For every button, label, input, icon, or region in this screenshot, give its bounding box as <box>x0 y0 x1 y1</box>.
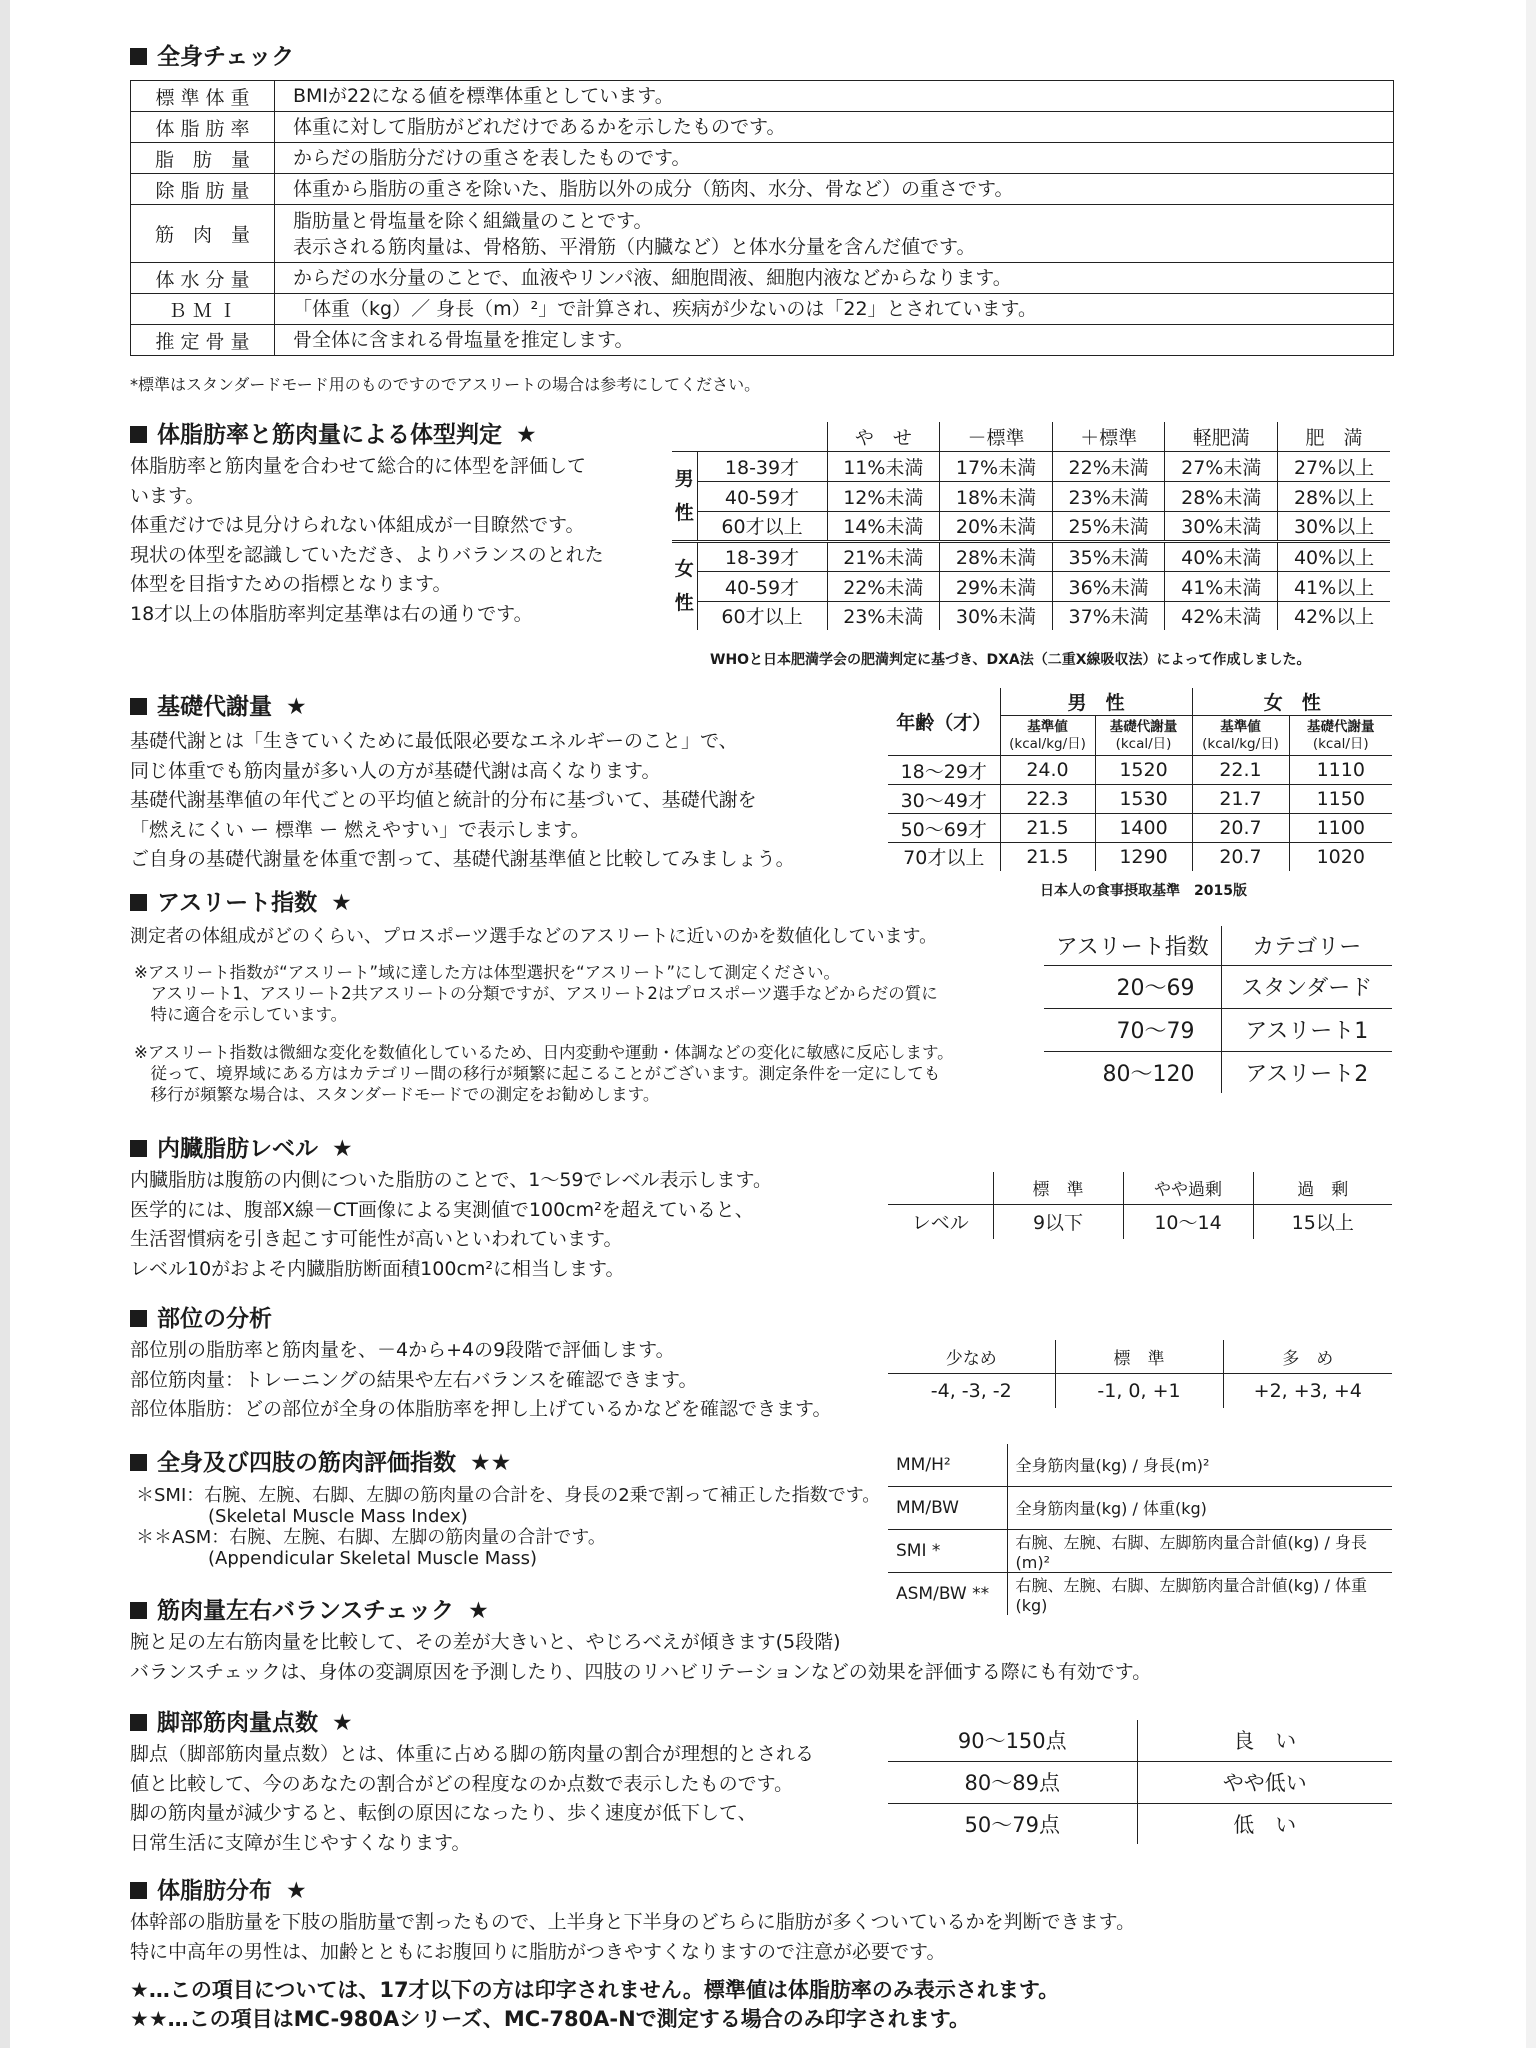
index-formula: 右腕、左腕、右脚、左脚筋肉量合計値(kg) / 身長(m)² <box>1007 1529 1393 1572</box>
gender-cell <box>671 541 697 631</box>
description-cell <box>275 112 1394 143</box>
leg-score-row <box>887 1719 1393 1761</box>
body-type-description <box>130 452 604 629</box>
criteria-value: 42%未満 <box>1165 601 1278 631</box>
whole-body-row <box>131 174 1394 205</box>
whole-body-row <box>131 325 1394 356</box>
bmr-value: 20.7 <box>1192 814 1289 843</box>
athlete-description: 測定者の体組成がどのくらい、プロスポーツ選手などのアスリートに近いのかを数値化しています。 <box>130 926 938 947</box>
criteria-value: 28%以上 <box>1278 481 1391 511</box>
description-cell <box>275 174 1394 205</box>
index-formula: 全身筋肉量(kg) / 身長(m)² <box>1007 1443 1393 1486</box>
criteria-value: 20%未満 <box>940 511 1053 541</box>
visceral-line: レベル10がおよそ内臓脂肪断面積100cm²に相当します。 <box>130 1257 625 1280</box>
index-key: SMI * <box>887 1529 1007 1572</box>
term-cell: 筋 肉 量 <box>131 205 275 263</box>
athlete-row <box>1043 1008 1393 1051</box>
visceral-header-row <box>887 1171 1393 1204</box>
document-page <box>10 0 1526 2048</box>
athlete-note-1 <box>134 962 938 1025</box>
bmr-value: 22.3 <box>1000 785 1095 814</box>
muscle-index-row <box>887 1443 1393 1486</box>
athlete-category: スタンダード <box>1221 965 1393 1008</box>
bmr-description <box>130 727 795 875</box>
footnote-single-star: ★…この項目については、17才以下の方は印字されません。標準値は体脂肪率のみ表示されます。 <box>130 1978 1060 2002</box>
subheader-unit: (kcal/kg/日) <box>1009 735 1086 752</box>
visceral-line: 医学的には、腹部X線－CT画像による実測値で100cm²を超えていると、 <box>130 1198 754 1221</box>
whole-body-row <box>131 81 1394 112</box>
index-formula: 右腕、左腕、右脚、左脚筋肉量合計値(kg) / 体重(kg) <box>1007 1572 1393 1616</box>
bmr-value: 1530 <box>1095 785 1192 814</box>
segment-scale-table <box>886 1338 1394 1410</box>
athlete-note-line: 特に適合を示しています。 <box>134 1005 348 1024</box>
segment-column-header: 少なめ <box>887 1339 1055 1373</box>
criteria-value: 30%未満 <box>940 601 1053 631</box>
leg-score-eval: 低 い <box>1137 1803 1393 1845</box>
segment-column-header: 多 め <box>1223 1339 1393 1373</box>
bmr-header-row <box>887 687 1393 716</box>
muscle-index-note-line: ＊＊ASM：右腕、左腕、右脚、左脚の筋肉量の合計です。 <box>136 1527 606 1548</box>
gender-cell <box>671 451 697 541</box>
visceral-value: 15以上 <box>1253 1204 1393 1240</box>
segment-line: 部位体脂肪：どの部位が全身の体脂肪率を押し上げているかなどを確認できます。 <box>130 1398 832 1420</box>
athlete-range: 20～69 <box>1043 965 1221 1008</box>
leg-score-range: 90～150点 <box>887 1719 1137 1761</box>
body-type-line: 体脂肪率と筋肉量を合わせて総合的に体型を評価して <box>130 455 587 477</box>
description-cell <box>275 325 1394 356</box>
bmr-value: 21.5 <box>1000 814 1095 843</box>
athlete-column-header: アスリート指数 <box>1043 925 1221 965</box>
gender-char: 女 <box>674 558 694 581</box>
bmr-line: 同じ体重でも筋肉量が多い人の方が基礎代謝は高くなります。 <box>130 759 661 782</box>
bmr-value: 24.0 <box>1000 756 1095 785</box>
visceral-level-table <box>886 1170 1394 1241</box>
category-header: や せ <box>827 421 940 451</box>
visceral-column-header: やや過剰 <box>1123 1171 1253 1204</box>
term-cell: 推 定 骨 量 <box>131 325 275 356</box>
index-formula: 全身筋肉量(kg) / 体重(kg) <box>1007 1486 1393 1529</box>
leg-score-line: 日常生活に支障が生じやすくなります。 <box>130 1831 471 1854</box>
male-header: 男 性 <box>1000 687 1192 716</box>
athlete-note-line: ※アスリート指数は微細な変化を数値化しているため、日内変動や運動・体調などの変化に敏感に反応します。 <box>134 1043 954 1062</box>
description-cell <box>275 263 1394 294</box>
age-cell: 60才以上 <box>697 601 827 631</box>
section-heading-whole-body: 全身チェック <box>130 38 294 71</box>
page-edge <box>0 0 10 2048</box>
subheader-label: 基礎代謝量 <box>1307 718 1375 735</box>
term-cell: Ｂ Ｍ Ｉ <box>131 294 275 325</box>
body-type-line: 体型を目指すための指標となります。 <box>130 573 452 595</box>
bmr-value: 1520 <box>1095 756 1192 785</box>
age-cell: 50～69才 <box>887 814 1000 843</box>
body-type-line: 体重だけでは見分けられない体組成が一目瞭然です。 <box>130 514 585 536</box>
criteria-value: 17%未満 <box>940 451 1053 481</box>
corner-cell <box>671 421 827 451</box>
fat-distribution-description <box>130 1908 1135 1967</box>
age-cell: 30～49才 <box>887 785 1000 814</box>
segment-value: -4, -3, -2 <box>887 1373 1055 1409</box>
description-line: 骨全体に含まれる骨塩量を推定します。 <box>293 329 634 351</box>
age-header: 年齢（才） <box>887 687 1000 756</box>
bmr-value: 20.7 <box>1192 843 1289 872</box>
athlete-category: アスリート1 <box>1221 1008 1393 1051</box>
bmr-subheader <box>1192 716 1289 756</box>
athlete-row <box>1043 1051 1393 1094</box>
criteria-value: 41%以上 <box>1278 571 1391 601</box>
bmr-value: 21.7 <box>1192 785 1289 814</box>
muscle-index-note-line: ＊SMI：右腕、左腕、右脚、左脚の筋肉量の合計を、身長の2乗で割って補正した指数です。 <box>136 1485 881 1506</box>
blank-cell <box>887 1171 993 1204</box>
description-line: からだの脂肪分だけの重さを表したものです。 <box>293 147 691 169</box>
segment-value: -1, 0, +1 <box>1055 1373 1223 1409</box>
muscle-index-row <box>887 1572 1393 1616</box>
criteria-value: 12%未満 <box>827 481 940 511</box>
muscle-index-notes <box>136 1484 880 1568</box>
bmr-value: 22.1 <box>1192 756 1289 785</box>
leg-score-eval: やや低い <box>1137 1761 1393 1803</box>
gender-char: 性 <box>674 592 694 615</box>
criteria-value: 22%未満 <box>1052 451 1165 481</box>
muscle-index-table <box>886 1442 1394 1617</box>
body-fat-criteria-table <box>670 420 1392 632</box>
criteria-value: 40%未満 <box>1165 541 1278 571</box>
index-key: MM/H² <box>887 1443 1007 1486</box>
term-cell: 体 水 分 量 <box>131 263 275 294</box>
segment-value-row <box>887 1373 1393 1409</box>
criteria-value: 30%未満 <box>1165 511 1278 541</box>
bmr-subheader <box>1095 716 1192 756</box>
section-heading-athlete: アスリート指数 ★ <box>130 884 352 917</box>
balance-line: バランスチェックは、身体の変調原因を予測したり、四肢のリハビリテーションなどの効果を評価する際にも有効です。 <box>130 1660 1152 1683</box>
balance-line: 腕と足の左右筋肉量を比較して、その差が大きいと、やじろべえが傾きます(5段階) <box>130 1631 841 1653</box>
description-cell <box>275 81 1394 112</box>
leg-score-description <box>130 1740 814 1858</box>
description-line: からだの水分量のことで、血液やリンパ液、細胞間液、細胞内液などからなります。 <box>293 267 1012 289</box>
subheader-label: 基準値 <box>1027 718 1068 735</box>
criteria-row <box>671 511 1391 541</box>
visceral-value: 10～14 <box>1123 1204 1253 1240</box>
description-cell <box>275 143 1394 174</box>
description-line: 体重から脂肪の重さを除いた、脂肪以外の成分（筋肉、水分、骨など）の重さです。 <box>293 178 1014 200</box>
section-heading-fat-distribution: 体脂肪分布 ★ <box>130 1872 307 1905</box>
bmr-table <box>886 686 1394 873</box>
female-header: 女 性 <box>1192 687 1393 716</box>
criteria-value: 23%未満 <box>1052 481 1165 511</box>
body-type-line: います。 <box>130 484 205 507</box>
subheader-label: 基礎代謝量 <box>1109 718 1178 735</box>
criteria-value: 25%未満 <box>1052 511 1165 541</box>
subheader-unit: (kcal/日) <box>1115 735 1172 752</box>
criteria-value: 23%未満 <box>827 601 940 631</box>
criteria-value: 28%未満 <box>1165 481 1278 511</box>
bmr-value: 1150 <box>1289 785 1393 814</box>
visceral-row-label: レベル <box>887 1204 993 1240</box>
whole-body-row <box>131 263 1394 294</box>
criteria-value: 36%未満 <box>1052 571 1165 601</box>
fat-distribution-line: 特に中高年の男性は、加齢とともにお腹回りに脂肪がつきやすくなりますので注意が必要です。 <box>130 1940 946 1963</box>
fat-distribution-line: 体幹部の脂肪量を下肢の脂肪量で割ったもので、上半身と下半身のどちらに脂肪が多くついているかを判断できます。 <box>130 1911 1136 1933</box>
footnote-double-star: ★★…この項目はMC-980Aシリーズ、MC-780A-Nで測定する場合のみ印字されます。 <box>130 2007 971 2031</box>
criteria-value: 41%未満 <box>1165 571 1278 601</box>
athlete-range: 70～79 <box>1043 1008 1221 1051</box>
age-cell: 18～29才 <box>887 756 1000 785</box>
bmr-row <box>887 756 1393 785</box>
leg-score-line: 脚点（脚部筋肉量点数）とは、体重に占める脚の筋肉量の割合が理想的とされる <box>130 1743 815 1765</box>
athlete-note-2 <box>134 1042 954 1105</box>
muscle-index-row <box>887 1486 1393 1529</box>
criteria-value: 29%未満 <box>940 571 1053 601</box>
bmr-line: ご自身の基礎代謝量を体重で割って、基礎代謝基準値と比較してみましょう。 <box>130 848 795 870</box>
bmr-row <box>887 843 1393 872</box>
bmr-value: 1020 <box>1289 843 1393 872</box>
body-fat-table-source: WHOと日本肥満学会の肥満判定に基づき、DXA法（二重X線吸収法）によって作成しました。 <box>710 652 1311 668</box>
section-heading-segment: 部位の分析 <box>130 1300 272 1333</box>
criteria-value: 27%以上 <box>1278 451 1391 481</box>
leg-score-eval: 良 い <box>1137 1719 1393 1761</box>
subheader-unit: (kcal/kg/日) <box>1202 735 1279 752</box>
term-cell: 標 準 体 重 <box>131 81 275 112</box>
bmr-line: 「燃えにくい ー 標準 ー 燃えやすい」で表示します。 <box>130 818 590 841</box>
criteria-value: 21%未満 <box>827 541 940 571</box>
leg-score-line: 脚の筋肉量が減少すると、転倒の原因になったり、歩く速度が低下して、 <box>130 1802 757 1824</box>
whole-body-note: *標準はスタンダードモード用のものですのでアスリートの場合は参考にしてください。 <box>130 375 761 394</box>
whole-body-row <box>131 112 1394 143</box>
visceral-line: 生活習慣病を引き起こす可能性が高いといわれています。 <box>130 1228 623 1250</box>
athlete-note-line: 移行が頻繁な場合は、スタンダードモードでの測定をお勧めします。 <box>134 1085 660 1104</box>
criteria-value: 18%未満 <box>940 481 1053 511</box>
criteria-value: 28%未満 <box>940 541 1053 571</box>
balance-description <box>130 1628 1151 1687</box>
description-line: BMIが22になる値を標準体重としています。 <box>293 85 674 107</box>
segment-line: 部位筋肉量：トレーニングの結果や左右バランスを確認できます。 <box>130 1368 698 1391</box>
athlete-category: アスリート2 <box>1221 1051 1393 1094</box>
criteria-row <box>671 601 1391 631</box>
bmr-subheader <box>1000 716 1095 756</box>
athlete-note-line: ※アスリート指数が“アスリート”域に達した方は体型選択を“アスリート”にして測定ください。 <box>134 963 841 982</box>
criteria-value: 22%未満 <box>827 571 940 601</box>
visceral-value-row <box>887 1204 1393 1240</box>
criteria-value: 42%以上 <box>1278 601 1391 631</box>
athlete-note-line: アスリート1、アスリート2共アスリートの分類ですが、アスリート2はプロスポーツ選手などからだの質に <box>134 984 938 1003</box>
section-heading-balance: 筋肉量左右バランスチェック ★ <box>130 1592 489 1625</box>
bmr-value: 1290 <box>1095 843 1192 872</box>
section-heading-bmr: 基礎代謝量 ★ <box>130 688 307 721</box>
leg-score-table <box>886 1718 1394 1846</box>
bmr-value: 1400 <box>1095 814 1192 843</box>
subheader-label: 基準値 <box>1220 718 1261 735</box>
segment-value: +2, +3, +4 <box>1223 1373 1393 1409</box>
segment-column-header: 標 準 <box>1055 1339 1223 1373</box>
criteria-value: 35%未満 <box>1052 541 1165 571</box>
age-cell: 18-39才 <box>697 451 827 481</box>
criteria-row <box>671 481 1391 511</box>
description-cell <box>275 205 1394 263</box>
criteria-row <box>671 451 1391 481</box>
segment-description <box>130 1336 831 1425</box>
description-cell <box>275 294 1394 325</box>
category-header: －標準 <box>940 421 1053 451</box>
athlete-row <box>1043 965 1393 1008</box>
criteria-row <box>671 571 1391 601</box>
gender-char: 男 <box>674 467 694 490</box>
index-key: ASM/BW ** <box>887 1572 1007 1616</box>
leg-score-range: 50～79点 <box>887 1803 1137 1845</box>
category-header: 軽肥満 <box>1165 421 1278 451</box>
visceral-value: 9以下 <box>993 1204 1123 1240</box>
criteria-value: 14%未満 <box>827 511 940 541</box>
leg-score-row <box>887 1761 1393 1803</box>
bmr-value: 1100 <box>1289 814 1393 843</box>
section-heading-visceral: 内臓脂肪レベル ★ <box>130 1130 353 1163</box>
criteria-value: 27%未満 <box>1165 451 1278 481</box>
bmr-line: 基礎代謝基準値の年代ごとの平均値と統計的分布に基づいて、基礎代謝を <box>130 789 757 811</box>
whole-body-row <box>131 143 1394 174</box>
leg-score-row <box>887 1803 1393 1845</box>
muscle-index-note-line: (Skeletal Muscle Mass Index) <box>136 1506 468 1527</box>
athlete-column-header: カテゴリー <box>1221 925 1393 965</box>
bmr-row <box>887 814 1393 843</box>
athlete-note-line: 従って、境界域にある方はカテゴリー間の移行が頻繁に起こることがございます。測定条件を一定にしても <box>134 1064 941 1083</box>
term-cell: 除 脂 肪 量 <box>131 174 275 205</box>
section-heading-muscle-index: 全身及び四肢の筋肉評価指数 ★★ <box>130 1444 511 1477</box>
body-type-line: 現状の体型を認識していただき、よりバランスのとれた <box>130 543 604 566</box>
visceral-column-header: 標 準 <box>993 1171 1123 1204</box>
whole-body-row <box>131 205 1394 263</box>
bmr-row <box>887 785 1393 814</box>
muscle-index-row <box>887 1529 1393 1572</box>
leg-score-line: 値と比較して、今のあなたの割合がどの程度なのか点数で表示したものです。 <box>130 1772 794 1795</box>
muscle-index-note-line: (Appendicular Skeletal Muscle Mass) <box>136 1548 538 1569</box>
age-cell: 70才以上 <box>887 843 1000 872</box>
body-type-line: 18才以上の体脂肪率判定基準は右の通りです。 <box>130 602 533 625</box>
section-heading-body-type: 体脂肪率と筋肉量による体型判定 ★ <box>130 416 537 449</box>
athlete-range: 80～120 <box>1043 1051 1221 1094</box>
segment-line: 部位別の脂肪率と筋肉量を、－4から+4の9段階で評価します。 <box>130 1339 675 1361</box>
category-header: ＋標準 <box>1052 421 1165 451</box>
whole-body-row <box>131 294 1394 325</box>
bmr-value: 1110 <box>1289 756 1393 785</box>
age-cell: 18-39才 <box>697 541 827 571</box>
description-line: 「体重（kg）／ 身長（m）²」で計算され、疾病が少ないのは「22」とされています。 <box>293 298 1038 320</box>
segment-header-row <box>887 1339 1393 1373</box>
category-header: 肥 満 <box>1278 421 1391 451</box>
criteria-value: 37%未満 <box>1052 601 1165 631</box>
description-line: 体重に対して脂肪がどれだけであるかを示したものです。 <box>293 116 786 138</box>
gender-char: 性 <box>674 501 694 524</box>
bmr-table-source: 日本人の食事摂取基準 2015版 <box>1040 883 1247 899</box>
visceral-column-header: 過 剰 <box>1253 1171 1393 1204</box>
criteria-value: 40%以上 <box>1278 541 1391 571</box>
index-key: MM/BW <box>887 1486 1007 1529</box>
bmr-line: 基礎代謝とは「生きていくために最低限必要なエネルギーのこと」で、 <box>130 730 738 752</box>
description-line: 表示される筋肉量は、骨格筋、平滑筋（内臓など）と体水分量を含んだ値です。 <box>293 235 976 258</box>
description-line: 脂肪量と骨塩量を除く組織量のことです。 <box>293 209 653 232</box>
athlete-index-table <box>1042 924 1394 1095</box>
bmr-subheader <box>1289 716 1393 756</box>
term-cell: 脂 肪 量 <box>131 143 275 174</box>
age-cell: 40-59才 <box>697 481 827 511</box>
visceral-line: 内臓脂肪は腹筋の内側についた脂肪のことで、1～59でレベル表示します。 <box>130 1169 772 1191</box>
section-heading-leg-score: 脚部筋肉量点数 ★ <box>130 1704 353 1737</box>
subheader-unit: (kcal/日) <box>1312 735 1369 752</box>
age-cell: 60才以上 <box>697 511 827 541</box>
bmr-value: 21.5 <box>1000 843 1095 872</box>
visceral-description <box>130 1166 772 1284</box>
term-cell: 体 脂 肪 率 <box>131 112 275 143</box>
leg-score-range: 80～89点 <box>887 1761 1137 1803</box>
whole-body-table <box>130 80 1394 356</box>
age-cell: 40-59才 <box>697 571 827 601</box>
criteria-value: 11%未満 <box>827 451 940 481</box>
criteria-row <box>671 541 1391 571</box>
criteria-value: 30%以上 <box>1278 511 1391 541</box>
